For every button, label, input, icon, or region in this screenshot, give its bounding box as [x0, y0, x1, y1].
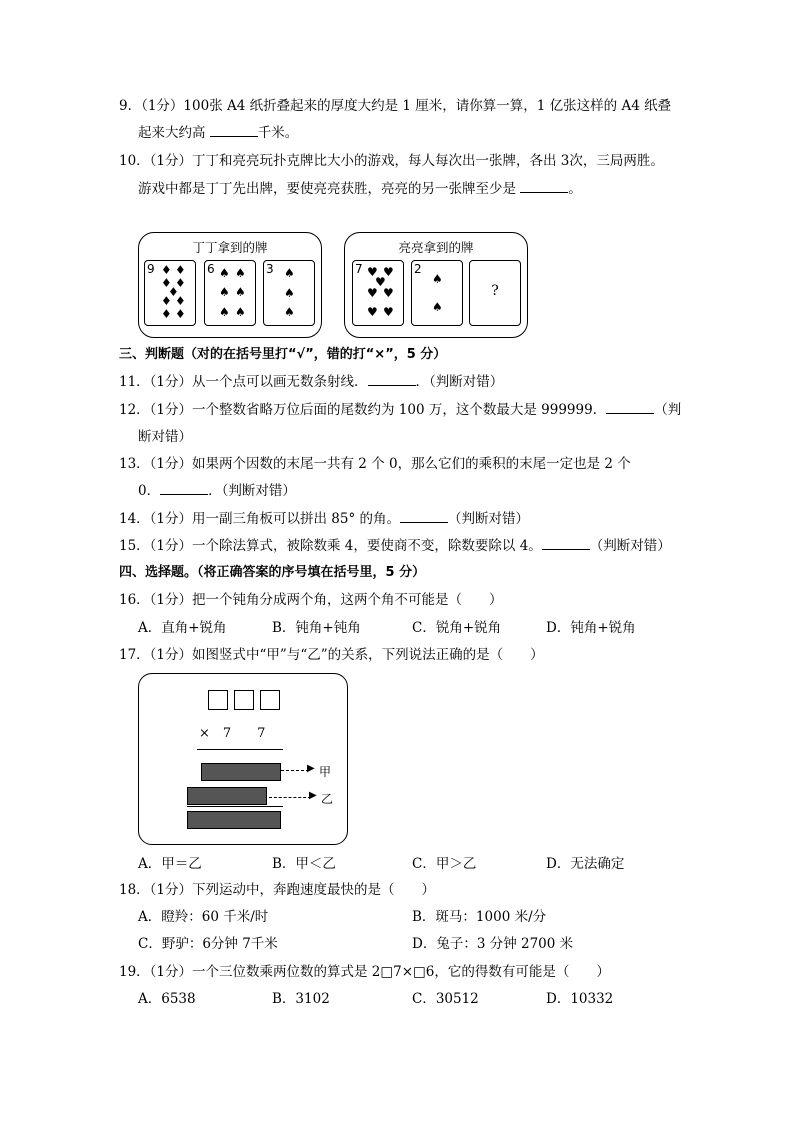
card-7-hearts [352, 260, 404, 326]
digit-box [234, 690, 254, 710]
card-6-spades [204, 260, 256, 326]
arrow-icon: ▶ [309, 790, 317, 801]
card-rank: 3 [266, 262, 274, 276]
section4-heading: 四、选择题。（将正确答案的序号填在括号里，5 分） [119, 565, 426, 580]
q9-unit: 千米。 [257, 125, 299, 141]
q16-stem: 16．（1分）把一个钝角分成两个角，这两个角不可能是（ ） [119, 592, 503, 608]
vertical-line [197, 749, 283, 750]
spade-icon: ♠ [235, 266, 246, 280]
q17-option-b[interactable]: B．甲＜乙 [272, 856, 336, 872]
q9-line1: 9．（1分）100张 A4 纸折叠起来的厚度大约是 1 厘米，请你算一算，1 亿张这样的 A4 纸叠 [119, 98, 672, 114]
heart-icon: ♥ [383, 286, 394, 300]
label-jia: 甲 [319, 765, 332, 779]
card-9-diamonds [144, 260, 196, 326]
spade-icon: ♠ [432, 300, 443, 314]
q10-text: 游戏中都是丁丁先出牌，要使亮亮获胜，亮亮的另一张牌至少是 [138, 181, 516, 197]
spade-icon: ♠ [432, 272, 443, 286]
spade-icon: ♠ [219, 266, 230, 280]
q13-suffix: ．（判断对错） [208, 483, 296, 499]
spade-icon: ♠ [284, 266, 295, 280]
heart-icon: ♥ [383, 265, 394, 279]
q16-option-a[interactable]: A．直角+锐角 [138, 620, 227, 636]
digit-box [260, 690, 280, 710]
q11-text: 11．（1分）从一个点可以画无数条射线． [119, 374, 368, 390]
partial-product-yi [187, 787, 267, 805]
arrow-yi-line [269, 797, 311, 798]
q18-option-a[interactable]: A．瞪羚：60 千米/时 [138, 909, 269, 925]
q9-text: 起来大约高 [138, 125, 206, 141]
q18-stem: 18．（1分）下列运动中，奔跑速度最快的是（ ） [119, 882, 436, 898]
q11 [119, 373, 503, 391]
q19-option-c[interactable]: C．30512 [412, 991, 479, 1007]
heart-icon: ♥ [383, 305, 394, 319]
q12-answer-blank[interactable] [606, 401, 654, 414]
arrow-jia-line [281, 770, 309, 771]
q11-answer-blank[interactable] [368, 373, 416, 386]
q19-stem: 19．（1分）一个三位数乘两位数的算式是 2□7×□6，它的得数有可能是（ ） [119, 964, 610, 980]
q15-answer-blank[interactable] [542, 537, 590, 550]
heart-icon: ♥ [367, 286, 378, 300]
diamond-icon: ♦ [175, 276, 186, 290]
diamond-icon: ♦ [161, 263, 172, 277]
diamond-icon: ♦ [161, 276, 172, 290]
q14 [119, 510, 529, 528]
spade-icon: ♠ [284, 286, 295, 300]
unknown-card-mark: ? [491, 283, 499, 299]
q12-suffix: （判 [654, 402, 682, 418]
card-rank: 9 [147, 262, 155, 276]
card-rank: 7 [355, 262, 363, 276]
q19-option-d[interactable]: D．10332 [546, 991, 614, 1007]
multiplier-row: × 7 7 [199, 726, 266, 741]
q12-line2: 断对错） [138, 429, 192, 445]
spade-icon: ♠ [284, 305, 295, 319]
q14-suffix: （判断对错） [448, 511, 530, 527]
final-product [187, 811, 281, 829]
q17-option-a[interactable]: A．甲＝乙 [138, 856, 202, 872]
q13-text: 0． [138, 483, 161, 499]
q16-option-d[interactable]: D．钝角+锐角 [546, 620, 636, 636]
diamond-icon: ♦ [161, 294, 172, 308]
q18-option-c[interactable]: C．野驴：6分钟 7千米 [138, 936, 278, 952]
q18-option-b[interactable]: B．斑马：1000 米/分 [412, 909, 547, 925]
card-3-spades [263, 260, 315, 326]
liangliang-card-box [344, 232, 528, 338]
sum-line [187, 806, 283, 807]
heart-icon: ♥ [367, 305, 378, 319]
q17-option-d[interactable]: D．无法确定 [546, 856, 625, 872]
q14-answer-blank[interactable] [400, 510, 448, 523]
spade-icon: ♠ [235, 305, 246, 319]
section3-heading: 三、判断题（对的在括号里打“√”，错的打“×”，5 分） [119, 347, 447, 362]
q12-text: 12．（1分）一个整数省略万位后面的尾数约为 100 万，这个数最大是 999999． [119, 402, 607, 418]
q10-line1: 10．（1分）丁丁和亮亮玩扑克牌比大小的游戏，每人每次出一张牌，各出 3次，三局两胜。 [119, 153, 664, 169]
q17-option-c[interactable]: C．甲＞乙 [412, 856, 477, 872]
label-yi: 乙 [321, 792, 334, 806]
spade-icon: ♠ [219, 305, 230, 319]
q11-suffix: ．（判断对错） [415, 374, 504, 390]
diamond-icon: ♦ [161, 307, 172, 321]
spade-icon: ♠ [235, 285, 246, 299]
diamond-icon: ♦ [175, 263, 186, 277]
diamond-icon: ♦ [175, 307, 186, 321]
dingding-box-title: 丁丁拿到的牌 [192, 240, 268, 255]
card-rank: 2 [414, 262, 422, 276]
spade-icon: ♠ [219, 285, 230, 299]
q16-option-c[interactable]: C．锐角+锐角 [412, 620, 502, 636]
q12-line1 [119, 401, 681, 419]
q13-answer-blank[interactable] [160, 482, 208, 495]
q13-line2 [138, 482, 296, 500]
q14-text: 14．（1分）用一副三角板可以拼出 85° 的角。 [119, 511, 401, 527]
q18-option-d[interactable]: D．兔子：3 分钟 2700 米 [412, 936, 574, 952]
diamond-icon: ♦ [175, 294, 186, 308]
q17-figure [138, 673, 348, 845]
q15 [119, 537, 671, 555]
arrow-icon: ▶ [307, 763, 315, 774]
q17-stem: 17．（1分）如图竖式中“甲”与“乙”的关系，下列说法正确的是（ ） [119, 647, 544, 663]
q10-line2 [138, 180, 582, 198]
q15-suffix: （判断对错） [589, 538, 671, 554]
q9-line2 [138, 124, 298, 142]
q10-answer-blank[interactable] [520, 180, 568, 193]
heart-icon: ♥ [367, 265, 378, 279]
heart-icon: ♥ [375, 275, 386, 289]
q16-option-b[interactable]: B．钝角+钝角 [272, 620, 361, 636]
q10-end: 。 [568, 181, 582, 197]
liangliang-box-title: 亮亮拿到的牌 [398, 240, 474, 255]
card-2-spades [411, 260, 463, 326]
partial-product-jia [201, 763, 281, 781]
q15-text: 15．（1分）一个除法算式，被除数乘 4，要使商不变，除数要除以 4。 [119, 538, 542, 554]
card-rank: 6 [207, 262, 215, 276]
diamond-icon: ♦ [168, 285, 179, 299]
digit-box [208, 690, 228, 710]
card-unknown [469, 260, 521, 326]
q9-answer-blank[interactable] [210, 124, 258, 137]
q19-option-b[interactable]: B．3102 [272, 991, 330, 1007]
q13-line1: 13．（1分）如果两个因数的末尾一共有 2 个 0，那么它们的乘积的末尾一定也是 2 个 [119, 456, 631, 472]
dingding-card-box [138, 232, 322, 338]
q19-option-a[interactable]: A．6538 [138, 991, 196, 1007]
